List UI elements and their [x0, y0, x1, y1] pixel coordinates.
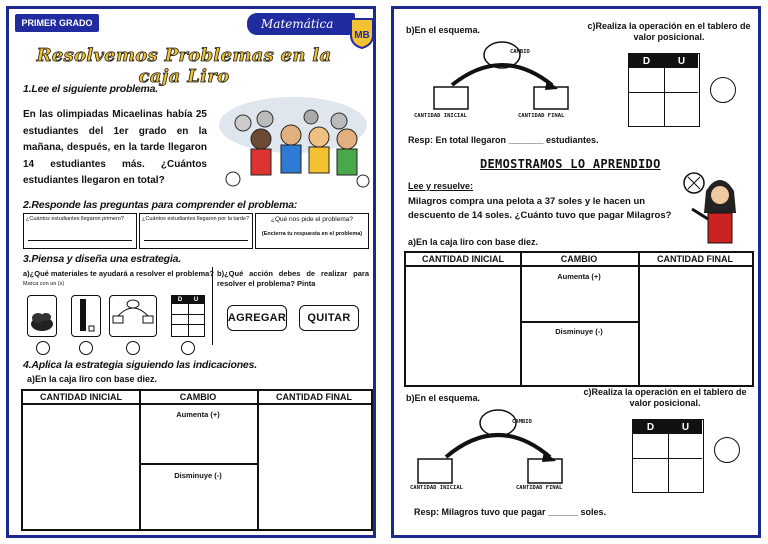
caption-cambio: CAMBIO — [510, 49, 530, 55]
demo-title: DEMOSTRAMOS LO APRENDIDO — [480, 157, 661, 171]
label-disminuye: Disminuye (-) — [174, 471, 222, 480]
girl-soccer-illustration — [680, 169, 752, 247]
pv-u-header: U — [665, 54, 698, 68]
caption-inicial: CANTIDAD INICIAL — [410, 485, 463, 491]
answer-line — [28, 240, 132, 241]
worksheet-page-right — [391, 6, 761, 538]
response-line-bottom: Resp: Milagros tuvo que pagar ______ soles. — [414, 507, 607, 517]
question-1-box[interactable] — [23, 213, 137, 249]
question-3-text: ¿Qué nos pide el problema? — [270, 216, 354, 223]
section-1-title: 1.Lee el siguiente problema. — [23, 83, 159, 95]
section-4a-label: a)En la caja liro con base diez. — [27, 374, 158, 384]
section-3-title: 3.Piensa y diseña una estrategia. — [23, 253, 181, 265]
base-ten-icon — [72, 296, 100, 336]
question-3b: b)¿Qué acción debes de realizar para resolver el problema? Pinta — [217, 269, 369, 288]
problem-2-text: Milagros compra una pelota a 37 soles y le hacen un descuento de 14 soles. ¿Cuánto tuvo que pagar Milagros? — [408, 196, 672, 221]
school-logo — [349, 17, 375, 49]
response-line-top: Resp: En total llegaron _______ estudiantes. — [408, 135, 599, 145]
caption-cambio: CAMBIO — [512, 419, 532, 425]
section-2-title: 2.Responde las preguntas para comprender el problema: — [23, 199, 298, 211]
answer-line — [144, 240, 248, 241]
problem-text: En las olimpiadas Micaelinas había 25 estudiantes del 1er grado en la mañana, después, en la tarde llegaron 14 estudiantes más. ¿Cuántos estudiantes llegaron en total? — [23, 109, 207, 186]
col-cantidad-inicial: CANTIDAD INICIAL — [406, 253, 520, 267]
scheme-icon — [110, 296, 156, 336]
answer-circle[interactable] — [181, 341, 195, 355]
label-aumenta: Aumenta (+) — [557, 272, 601, 281]
pv-u-header: U — [669, 420, 702, 434]
esquema-label-top: b)En el esquema. — [406, 25, 481, 35]
page-title: Resolvemos Problemas en la caja Liro — [36, 45, 332, 87]
col-cambio: CAMBIO — [139, 391, 257, 405]
add-button[interactable]: AGREGAR — [227, 305, 287, 331]
kids-sports-illustration — [213, 91, 373, 195]
answer-circle[interactable] — [710, 77, 736, 103]
section-4-title: 4.Aplica la estrategia siguiendo las indicaciones. — [23, 359, 257, 371]
pv-label-bottom: c)Realiza la operación en el tablero de valor posicional. — [583, 387, 747, 408]
pv-label-top: c)Realiza la operación en el tablero de valor posicional. — [587, 21, 751, 42]
stones-icon — [28, 296, 56, 336]
logo-text: MB — [354, 30, 370, 41]
liro-table-right — [404, 251, 754, 387]
caption-final: CANTIDAD FINAL — [518, 113, 565, 119]
pv-d-header: D — [629, 54, 664, 68]
question-2-box[interactable] — [139, 213, 253, 249]
scheme-diagram-top — [424, 35, 574, 123]
answer-circle[interactable] — [126, 341, 140, 355]
col-cambio: CAMBIO — [520, 253, 638, 267]
question-2-text: ¿Cuántos estudiantes llegaron por la tarde? — [142, 216, 250, 222]
grade-badge: PRIMER GRADO — [15, 14, 99, 32]
a-label-right: a)En la caja liro con base diez. — [408, 237, 539, 247]
subtract-button[interactable]: QUITAR — [299, 305, 359, 331]
pv-u-label: U — [193, 297, 199, 303]
read-solve-label: Lee y resuelve: — [408, 181, 474, 191]
col-cantidad-final: CANTIDAD FINAL — [257, 391, 371, 405]
subject-banner: Matemática — [247, 13, 355, 35]
scheme-diagram-bottom — [408, 405, 568, 497]
question-3a: a)¿Qué materiales te ayudará a resolver el problema? — [23, 269, 214, 278]
answer-circle[interactable] — [714, 437, 740, 463]
pv-d-label: D — [177, 297, 183, 303]
esquema-label-bottom: b)En el esquema. — [406, 393, 481, 403]
material-place-value[interactable] — [171, 295, 205, 337]
question-1-text: ¿Cuántos estudiantes llegaron primero? — [26, 216, 124, 222]
caption-inicial: CANTIDAD INICIAL — [414, 113, 467, 119]
caption-final: CANTIDAD FINAL — [516, 485, 563, 491]
worksheet-page-left — [6, 6, 376, 538]
material-scheme[interactable] — [109, 295, 157, 337]
pv-d-header: D — [633, 420, 668, 434]
divider — [212, 267, 213, 345]
question-3a-hint: Marca con un (x) — [23, 281, 65, 287]
label-aumenta: Aumenta (+) — [176, 410, 220, 419]
label-disminuye: Disminuye (-) — [555, 327, 603, 336]
liro-table — [21, 389, 373, 531]
question-3-hint: (Encierra tu respuesta en el problema) — [261, 231, 363, 237]
col-cantidad-final: CANTIDAD FINAL — [638, 253, 752, 267]
material-stones[interactable] — [27, 295, 57, 337]
question-3-box[interactable] — [255, 213, 369, 249]
answer-circle[interactable] — [36, 341, 50, 355]
place-value-table-bottom — [632, 419, 704, 493]
material-base-ten[interactable] — [71, 295, 101, 337]
answer-circle[interactable] — [79, 341, 93, 355]
col-cantidad-inicial: CANTIDAD INICIAL — [23, 391, 139, 405]
place-value-table-top — [628, 53, 700, 127]
